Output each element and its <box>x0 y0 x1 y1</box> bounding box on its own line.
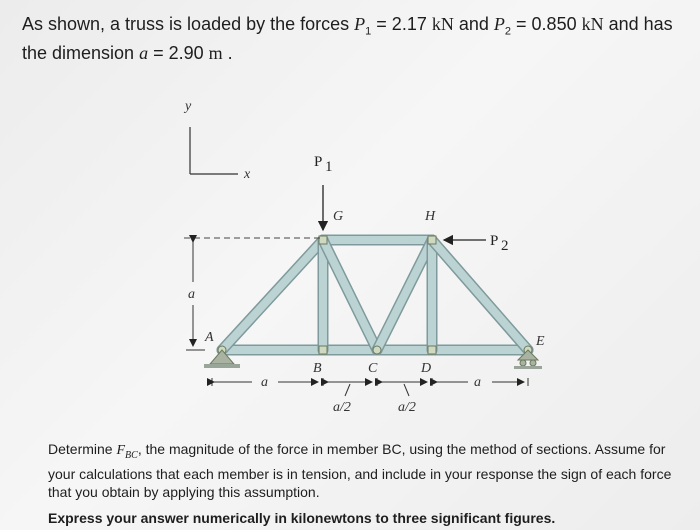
dim-left-label: a <box>261 375 268 390</box>
p2-label: P <box>490 233 499 249</box>
answer-instruction: Express your answer numerically in kilonewtons to three significant figures. <box>48 510 556 526</box>
p2-symbol: P <box>493 14 505 34</box>
y-axis-label: y <box>185 99 192 114</box>
p2-unit: kN <box>581 14 604 34</box>
load-p1 <box>314 154 333 230</box>
p1-symbol: P <box>354 14 366 34</box>
node-g-label: G <box>333 209 344 224</box>
force-subscript: BC <box>125 449 138 461</box>
node-b-label: B <box>313 361 322 376</box>
dim-half-2-label: a/2 <box>398 400 416 415</box>
question-text: Determine $F_{BC}$, the magnitude of the force in member BC, using the method of sections. Assume for your calculations that each member is in tension, and include in your response the sign of each force that you obtain by applying this assumption. <box>48 441 672 500</box>
node-c-label: C <box>368 361 378 376</box>
height-label: a <box>188 287 195 302</box>
node-d-label: D <box>421 361 432 376</box>
x-axis-label: x <box>244 167 251 182</box>
a-unit: m <box>208 42 223 63</box>
dim-right-label: a <box>474 375 481 390</box>
node-h-label: H <box>425 209 436 224</box>
problem-statement: As shown, a truss is loaded by the forces $P_1 = 2.17$ kN and $P_2 = 0.850$ kN and has the dimension a = 2.90 m . <box>22 14 673 63</box>
p1-label-sub: 1 <box>325 159 333 175</box>
p1-subscript: 1 <box>365 25 372 38</box>
node-e-label: E <box>536 334 545 349</box>
force-symbol: F <box>116 443 126 458</box>
node-a-label: A <box>205 330 214 345</box>
coordinate-axes <box>183 99 251 182</box>
truss-members <box>222 240 528 350</box>
height-dimension <box>186 242 205 350</box>
load-p2 <box>444 233 509 254</box>
p1-unit: kN <box>431 14 454 34</box>
p2-subscript: 2 <box>504 25 512 38</box>
a-symbol: a <box>139 42 149 63</box>
dim-half-1-label: a/2 <box>333 400 351 415</box>
p1-label: P <box>314 154 323 170</box>
p2-label-sub: 2 <box>501 238 509 254</box>
